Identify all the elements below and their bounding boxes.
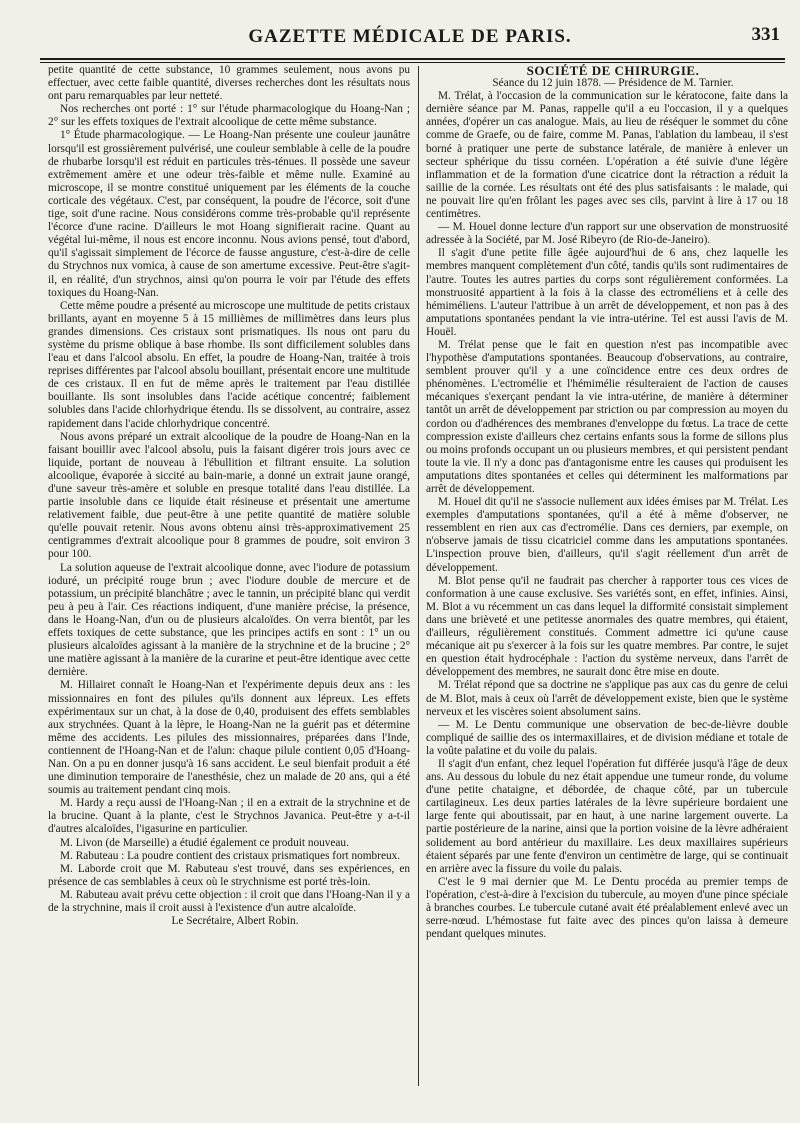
paragraph: Il s'agit d'un enfant, chez lequel l'opération fut différée jusqu'à l'âge de deux ans. Au dessous du lobule du nez était appendue une tumeur ronde, du volume d'une petite chataigne, et débordée, de chaque côté, par un tubercule cartilagineux. Les deux parties latérales de la lèvre supérieure bordaient une large fente qui aboutissait, par en haut, à une narine largement ouverte. La partie postérieure de la narine, ainsi que la portion voisine de la lèvre adhéraient solidement au bord antérieur du maxillaire. Les deux maxillaires supérieurs étaient séparés par une fente d'environ un centimètre de large, qui se continuait en arrière avec la fissure du voile du palais. — [426, 757, 788, 875]
paragraph: M. Trélat pense que le fait en question n'est pas incompatible avec l'hypothèse d'amputations spontanées. Beaucoup d'observations, au contraire, semblent prouver qu'il y a une coïncidence entre ces deux ordres de phénomènes. L'ectromélie et l'hémimélie résulteraient de l'action de causes mécaniques s'exerçant pendant la vie intra-utérine, de manière à déterminer tantôt un arrêt de développement par striction ou par compression au moyen du cordon ou d'adhérences des membranes d'enveloppe du fœtus. La trace de cette compression existe d'ailleurs chez certains enfants sous la forme de sillons plus ou moins profonds occupant un ou plusieurs membres, et qui persistent pendant toute la vie. Il n'y a donc pas d'antagonisme entre les causes qui produisent les amputations dites spontanées et celles qui déterminent les malformations par arrêt de développement. — [426, 338, 788, 495]
paragraph: C'est le 9 mai dernier que M. Le Dentu procéda au premier temps de l'opération, c'est-à-dire à l'excision du tubercule, au moyen d'une pince spéciale à branches courbes. Le tubercule cutané avait été préalablement enlevé avec un serre-nœud. L'hémostase fut faite avec des pinces qu'on laissa à demeure pendant quelques minutes. — [426, 875, 788, 941]
paragraph: M. Blot pense qu'il ne faudrait pas chercher à rapporter tous ces vices de conformation à une cause exclusive. Ses variétés sont, en effet, infinies. Ainsi, M. Blot a vu récemment un cas dans lequel la difformité consistait simplement dans une brièveté et une petitesse anormales des quatre membres, qui étaient, d'ailleurs, régulièrement constitués. Comment admettre ici qu'une cause mécanique ait pu s'exercer à la fois sur les quatre membres. Par contre, le sujet en question était hydrocéphale : l'action du système nerveux, dans l'arrêt de développement des membres, ne saurait donc être mise en doute. — [426, 574, 788, 679]
page-number: 331 — [751, 24, 780, 45]
column-divider — [418, 66, 419, 1086]
paragraph: 1° Étude pharmacologique. — Le Hoang-Nan présente une couleur jaunâtre lorsqu'il est grossièrement pulvérisé, une couleur semblable à celle de la poudre de rhubarbe lorsqu'il est réduit en particules très-ténues. Il possède une saveur extrêmement amère et une odeur très-faible et même nulle. Examiné au microscope, il se montre constitué uniquement par les éléments de la couche corticale des végétaux. C'est, par conséquent, la poudre de l'écorce, soit d'une tige, soit d'une racine. Nous considérons comme très-probable qu'il représente l'écorce d'une racine. D'ailleurs le mot Hoang signifierait racine. Quant au végétal lui-même, il nous est encore inconnu. Nous avions pensé, tout d'abord, qu'il s'agissait simplement de l'écorce de fausse angusture, c'est-à-dire de celle du Strychnos nux vomica, à cause de son amertume excessive. Peut-être s'agit-il, en réalité, d'un strychnos, ainsi qu'on pourra le voir par l'étude des effets toxiques du Hoang-Nan. — [48, 129, 410, 299]
paragraph: M. Houel dit qu'il ne s'associe nullement aux idées émises par M. Trélat. Les exemples d'amputations spontanées, qu'il a été à même d'observer, ne ressemblent en rien aux cas d'ectromélie. Dans ces derniers, par exemple, on n'observe jamais de tissu cicatriciel comme dans les amputations spontanées. L'inspection prouve bien, d'ailleurs, qu'il s'agit réellement d'un arrêt de développement. — [426, 496, 788, 574]
session-line: Séance du 12 juin 1878. — Présidence de M. Tarnier. — [492, 77, 734, 90]
header-rule-thin — [40, 62, 785, 63]
paragraph: Nous avons préparé un extrait alcoolique de la poudre de Hoang-Nan en la faisant bouillir avec l'alcool absolu, puis la faisant digérer trois jours avec ce liquide, portant de nouveau à l'ébullition et filtrant ensuite. La solution alcoolique, évaporée à siccité au bain-marie, a donné un extrait jaune orangé, d'une saveur très-amère et soluble en presque totalité dans l'eau distillée. La partie insoluble dans ce liquide était résineuse et présentait une amertume relativement faible, due peut-être à une petite quantité de matière soluble qu'elle pouvait retenir. Nous avons obtenu ainsi très-approximativement 25 centigrammes d'extrait alcoolique pour 8 grammes de poudre, soit environ 3 pour 100. — [48, 430, 410, 561]
paragraph: M. Rabuteau : La poudre contient des cristaux prismatiques fort nombreux. — [60, 849, 401, 862]
paragraph: M. Laborde croit que M. Rabuteau s'est trouvé, dans ses expériences, en présence de cas semblables à ceux où le strychnisme est porté très-loin. — [48, 862, 410, 888]
paragraph: M. Livon (de Marseille) a étudié également ce produit nouveau. — [60, 836, 349, 849]
paragraph: Nos recherches ont porté : 1° sur l'étude pharmacologique du Hoang-Nan ; 2° sur les effets toxiques de l'extrait alcoolique de cette même substance. — [48, 103, 410, 129]
header-rule — [40, 58, 785, 60]
journal-title: GAZETTE MÉDICALE DE PARIS. — [248, 26, 572, 47]
paragraph: M. Hillairet connaît le Hoang-Nan et l'expérimente depuis deux ans : les missionnaires en font des pilules qu'ils donnent aux lépreux. Les effets expérimentaux sur un chat, à la dose de 0,40, produisent des effets semblables aux strychnées. Quant à la lèpre, le Hoang-Nan ne la guérit pas et détermine même des accidents. Les pilules des missionnaires, préparées dans l'Inde, contiennent de l'Hoang-Nan et de l'alun: chaque pilule contient 0,05 d'Hoang-Nan. On a pu en donner jusqu'à 16 sans accident. Le seul bienfait produit a été une diminution temporaire de l'anesthésie, chez un malade de 20 ans, qui a été soumis au traitement pendant cinq mois. — [48, 679, 410, 797]
paragraph: La solution aqueuse de l'extrait alcoolique donne, avec l'iodure de potassium ioduré, un précipité rouge brun ; avec l'iodure double de mercure et de potassium, un précipité blanchâtre ; avec le tannin, un précipité blanc qui verdit peu à peu à l'air. Ces réactions indiquent, d'une manière précise, la présence, dans le Hoang-Nan, d'un ou de plusieurs alcaloïdes. On verra bientôt, par les effets toxiques de cette substance, que les principes actifs en sont : 1° un ou plusieurs alcaloïdes agissant à la manière de la strychnine et de la brucine ; 2° une matière agissant à la manière de la curarine et peut-être identique avec cette dernière. — [48, 561, 410, 679]
paragraph: — M. Houel donne lecture d'un rapport sur une observation de monstruosité adressée à la Société, par M. José Ribeyro (de Rio-de-Janeiro). — [426, 221, 788, 247]
paragraph: Cette même poudre a présenté au microscope une multitude de petits cristaux brillants, ayant en moyenne 5 à 15 millièmes de millimètres dans leurs plus grandes dimensions. Ces cristaux sont prismatiques. Ils nous ont paru du système du prisme oblique à base rhombe. Ils sont difficilement solubles dans l'eau et dans l'alcool absolu. En effet, la poudre de Hoang-Nan, traitée à trois reprises différentes par l'alcool absolu bouillant, présentait encore une multitude de ces cristaux. Il en fut de même après le traitement par l'eau distillée bouillante. Ils sont insolubles dans l'acide acétique concentré; faiblement solubles dans l'acide chlorhydrique étendu. Ils se dissolvent, au contraire, assez rapidement dans l'acide chlorhydrique concentré. — [48, 299, 410, 430]
paragraph: — M. Le Dentu communique une observation de bec-de-lièvre double compliqué de saillie des os intermaxillaires, et de division médiane et totale de la voûte palatine et du voile du palais. — [426, 718, 788, 757]
section-title: SOCIÉTÉ DE CHIRURGIE. — [526, 64, 700, 78]
paragraph: M. Rabuteau avait prévu cette objection : il croit que dans l'Hoang-Nan il y a de la strychnine, mais il croit aussi à l'existence d'un autre alcaloïde. — [48, 888, 410, 914]
secretary-signature: Le Secrétaire, Albert Robin. — [171, 915, 299, 928]
paragraph: M. Trélat répond que sa doctrine ne s'applique pas aux cas du genre de celui de M. Blot, mais à ceux où l'arrêt de développement existe, bien que le système nerveux et les viscères soient absolument sains. — [426, 679, 788, 718]
paragraph: petite quantité de cette substance, 10 grammes seulement, nous avons pu effectuer, avec cette faible quantité, diverses recherches dont les résultats nous ont paru remarquables par leur netteté. — [48, 64, 410, 103]
right-column — [426, 64, 788, 1094]
paragraph: M. Trélat, à l'occasion de la communication sur le kératocone, faite dans la dernière séance par M. Panas, rappelle qu'il a eu l'occasion, il y a quelques années, d'opérer un cas analogue. Mais, au lieu de réséquer le sommet du cône comme de Graefe, ou de faire, comme M. Panas, l'ablation du lambeau, il s'est borné à pratiquer une perte de substance latérale, de manière à enlever un secteur sphérique du tissu cornéen. L'opération a été suivie d'une légère inflammation et de la formation d'une cicatrice dont la rétraction a réduit la saillie de la cornée. Les résultats ont été des plus satisfaisants : le malade, qui ne pouvait lire qu'en frôlant les pages avec ses cils, parvint à lire à 17 ou 18 centimètres. — [426, 90, 788, 221]
paragraph: Il s'agit d'une petite fille âgée aujourd'hui de 6 ans, chez laquelle les membres manquent complètement d'un côté, tandis qu'ils sont rudimentaires de l'autre. Toutes les autres parties du corps sont régulièrement conformées. La monstruosité appartient à la fois à la classe des ectroméliens et à celle des hémiméliens. L'auteur l'attribue à un arrêt de développement, et non pas à des amputations spontanées pendant la vie intra-utérine. Tel est aussi l'avis de M. Houël. — [426, 247, 788, 338]
left-column — [48, 64, 410, 1094]
paragraph: M. Hardy a reçu aussi de l'Hoang-Nan ; il en a extrait de la strychnine et de la brucine. Quant à la plante, c'est le Strychnos Javanica. Peut-être y a-t-il d'autres alcaloïdes, l'igasurine en particulier. — [48, 797, 410, 836]
page-header — [40, 14, 780, 58]
